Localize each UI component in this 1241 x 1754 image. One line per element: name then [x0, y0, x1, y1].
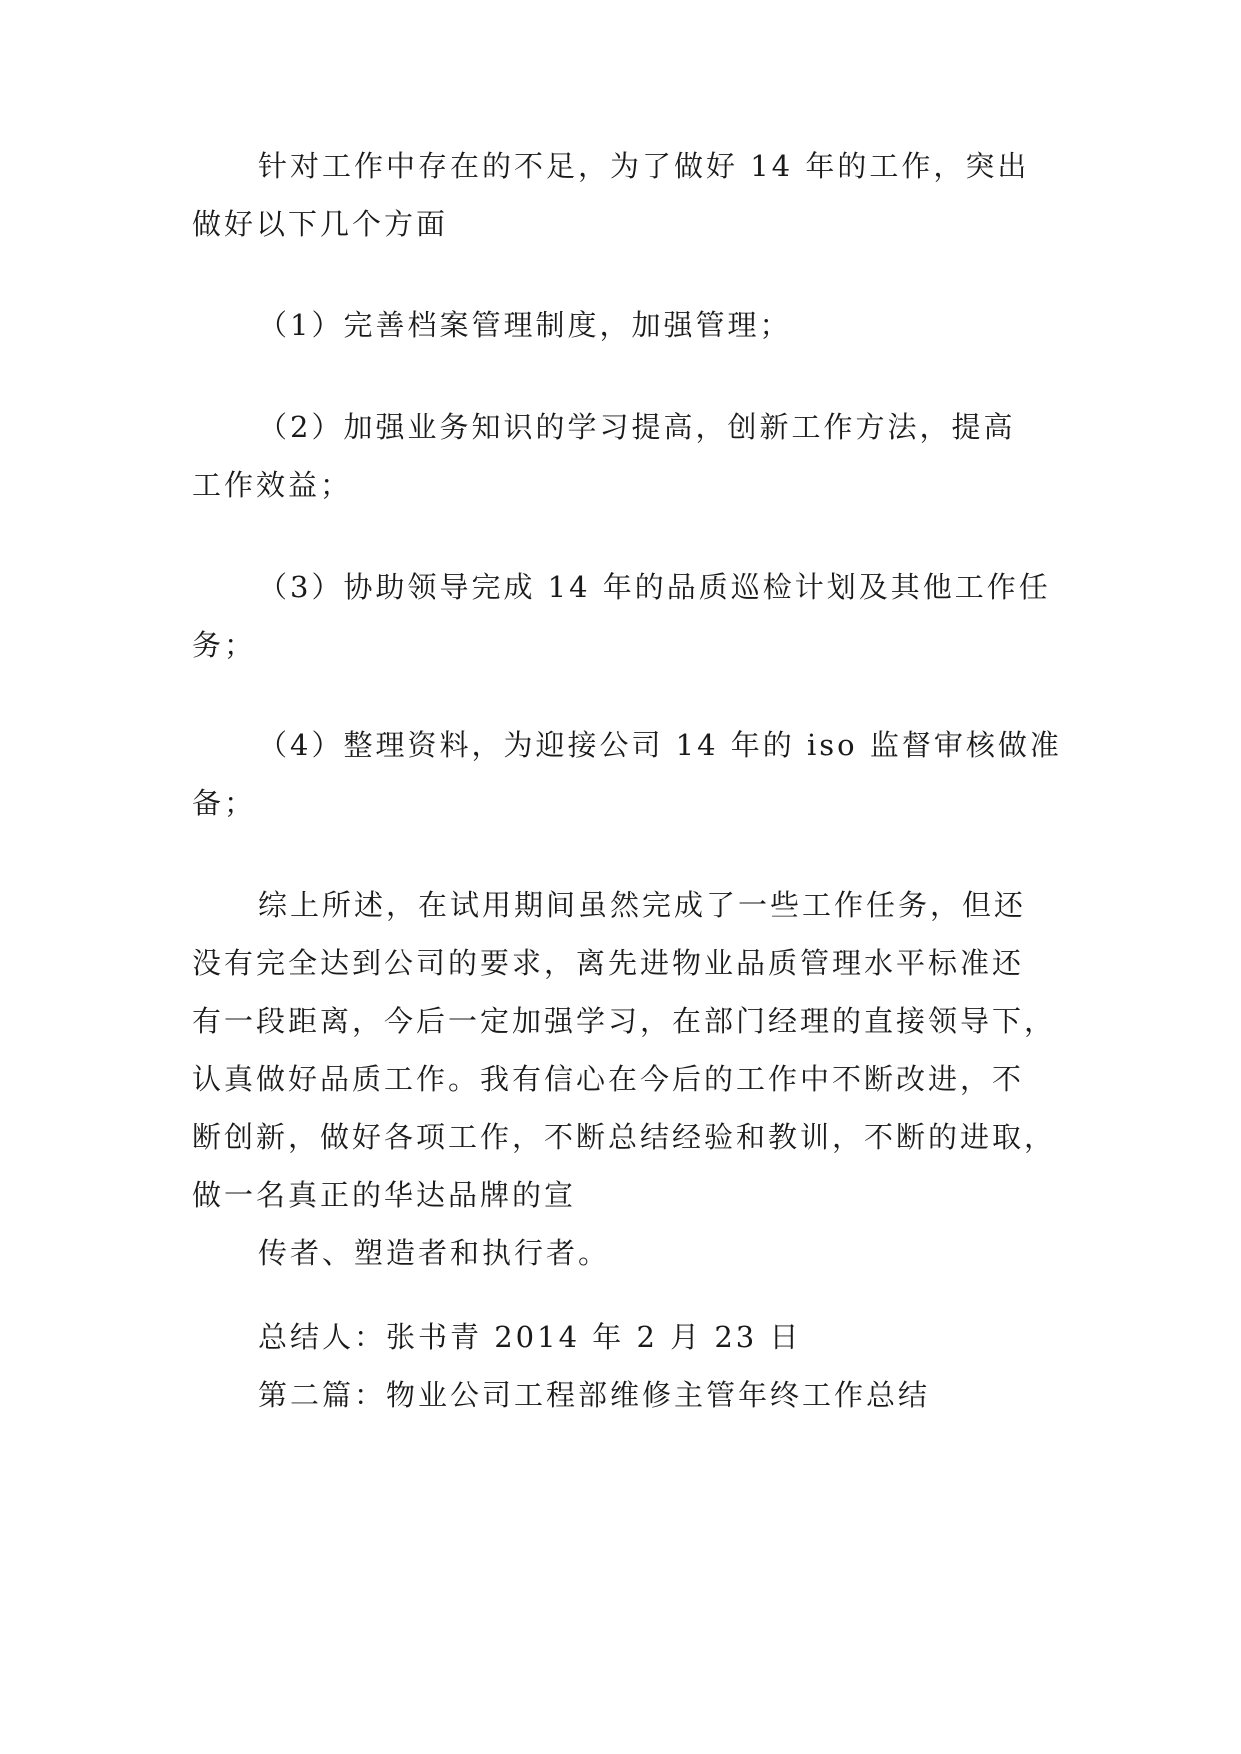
paragraph-line: 断创新，做好各项工作，不断总结经验和教训，不断的进取，	[192, 1120, 1057, 1154]
paragraph-line: （1）完善档案管理制度，加强管理；	[258, 308, 792, 342]
signature-block	[192, 1308, 1052, 1424]
paragraph-line: （3）协助领导完成 14 年的品质巡检计划及其他工作任	[258, 570, 1051, 604]
next-article-title: 第二篇：物业公司工程部维修主管年终工作总结	[258, 1378, 931, 1412]
paragraph-item-2	[192, 398, 1052, 514]
signature-line: 总结人：张书青 2014 年 2 月 23 日	[258, 1320, 802, 1354]
paragraph-line: 有一段距离，今后一定加强学习，在部门经理的直接领导下，	[192, 1004, 1057, 1038]
paragraph-summary	[192, 876, 1057, 1282]
paragraph-line: 工作效益；	[192, 468, 353, 502]
paragraph-item-4	[192, 716, 1062, 832]
paragraph-line: 务；	[192, 628, 257, 662]
paragraph-item-1	[192, 296, 1052, 354]
paragraph-line: 做一名真正的华达品牌的宣	[192, 1178, 577, 1212]
paragraph-line: （2）加强业务知识的学习提高，创新工作方法，提高	[258, 410, 1016, 444]
paragraph-line: 做好以下几个方面	[192, 207, 449, 241]
paragraph-intro	[192, 137, 1052, 253]
paragraph-line: 综上所述，在试用期间虽然完成了一些工作任务，但还	[258, 888, 1027, 922]
paragraph-item-3	[192, 558, 1052, 674]
paragraph-line: 没有完全达到公司的要求，离先进物业品质管理水平标准还	[192, 946, 1025, 980]
paragraph-line: 针对工作中存在的不足，为了做好 14 年的工作，突出	[258, 149, 1030, 183]
paragraph-line: 备；	[192, 786, 257, 820]
paragraph-line: 认真做好品质工作。我有信心在今后的工作中不断改进，不	[192, 1062, 1025, 1096]
paragraph-line: 传者、塑造者和执行者。	[258, 1236, 611, 1270]
paragraph-line: （4）整理资料，为迎接公司 14 年的 iso 监督审核做准	[258, 728, 1062, 762]
